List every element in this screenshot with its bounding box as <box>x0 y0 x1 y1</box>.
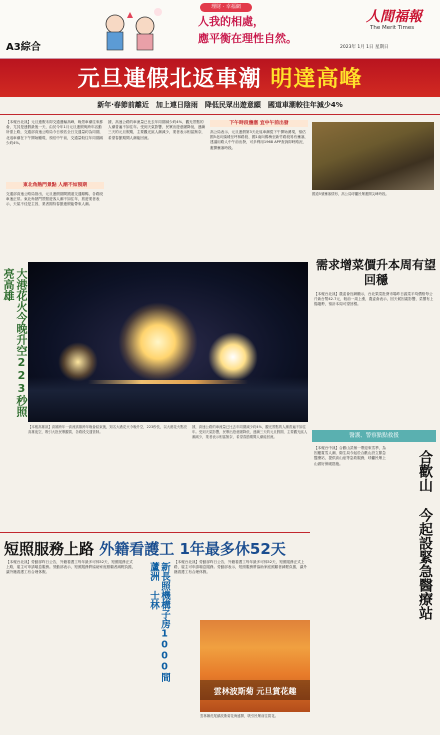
fireworks-caption: 【本報高雄訊】高雄跨年一高流高雄跨年晚會結束後，知名大港花火今晚升空，223秒長，以大港花火點亮高雄夜空，吸引大批民眾觀賞，各路段交通管制。 <box>28 425 188 434</box>
city-lights <box>88 380 248 384</box>
firework-burst <box>58 342 98 382</box>
ad-slogan-line1: 人我的相處， <box>198 15 264 28</box>
caregiver-body: 【本報台北訊】勞動部昨日公告，外籍看護工每年最多可休52天，短照服務正式上路，雇主可申請喘息服務。勞動部表示，短照服務將協助家庭照顧者減輕負擔，讓外籍看護工有合理休假。 <box>6 560 136 575</box>
hehuan-vertical-headline: 合歡山 今起設緊急醫療站 <box>417 450 433 620</box>
col2-body: 據，高速公路的車流量已比去年同期減少約4%，觀光景點的人潮普遍不如往年。受到天氣影響，民眾出遊意願降低，連續三天的元旦假期，主要觀光區人潮減少，業者表示相當無奈，希望春節期間人潮能回流。 <box>108 120 206 140</box>
caregiver-headline <box>4 538 304 559</box>
divider <box>0 532 310 533</box>
main-headline <box>0 62 440 93</box>
col3-subtitle: 下午時段壅塞 宜中午前出發 <box>210 120 308 127</box>
vegetable-price-headline: 需求增菜價升本周有望回穩 <box>316 258 437 287</box>
fireworks-vertical-headline: 大港花火今晚升空223秒照亮高雄 <box>2 268 28 417</box>
col1-body2: 交通部高速公路局指出，元旦連假期間國道交通順暢，各路段車速正常。東北角熱門景點遊客人潮不如往年，旅遊業者表示，天氣不佳是主因，業者期待春節連假能帶來人潮。 <box>6 192 104 207</box>
newspaper-logo: 人間福報 <box>366 9 422 25</box>
ad-slogan-line2: 應平衡在理性自然。 <box>198 32 297 45</box>
flower-headline: 雲林波斯菊 元旦賞花趣 <box>213 687 297 696</box>
hehuan-body: 【本報台中訊】合歡山武嶺一帶迎來雪季，為因應賞雪人潮，衛生局今起於合歡山設立緊急醫療站，提供高山症等急救服務，呼籲民眾上山做好保暖措施。 <box>314 446 386 466</box>
medical-section-bar: 醫護、警察點點救援 <box>312 430 436 442</box>
vegetable-price-body: 【本報台北訊】農委會官網顯示，台北果菜批發市場昨日蔬菜平均價格每公斤新台幣42.7元，較前一周上漲，農委會表示，因天候因素影響，菜價有上揚趨勢，預計本周可望回穩。 <box>314 292 434 307</box>
longterm-care-body: 【本報台北訊】勞動部昨日公告，外籍看護工每年最多可休52天，短照服務正式上路，雇主可申請喘息服務。勞動部表示，短照服務將協助家庭照顧者減輕負擔，讓外籍看護工有合理休假。 <box>174 560 307 575</box>
newspaper-logo-english: The Merit Times <box>370 25 415 31</box>
fireworks-photo <box>28 262 308 422</box>
headline-main: 元旦連假北返車潮 <box>77 67 262 92</box>
ad-tag: 理財 · 幸福網 <box>200 3 252 12</box>
col1-body: 【本報台北訊】元旦連假末即交通運輸高峰，晚景車潮往來都會，尤其是連假最後一天，由於今年1月元旦連假與跨年活動所需上路，交通部高速公路局今日預估全日交通量約為同期，北返車潮在下午開始顯現，預估中午前，交通量較往年同期減少約4%。 <box>6 120 104 145</box>
longterm-care-vertical-headline: 新長照機構子房1000間 蘆洲 士林 <box>148 562 170 682</box>
fireworks-caption-2: 據，高速公路的車流量已比去年同期減少約4%，觀光景點的人潮普遍不如往年。受到天氣影響，民眾出遊意願降低，連續三天的元旦假期，主要觀光區人潮減少，業者表示相當無奈，希望春節期間人潮能回流。 <box>192 425 308 439</box>
col3-body: 高公局表示，元旦連假第3天北返車潮從下午開始湧現，預估國5北向頭城至坪林路段、國1南向楊梅至新竹路段易有壅塞，建議用路人中午前出發，可多利用1968 APP查詢即時路況，避開壅塞時段。 <box>210 130 308 150</box>
sub-headline: 新年·春節前離近 加上連日陰雨 降低民眾出遊意願 國道車潮較往年減少4% <box>97 101 343 109</box>
headline-highlight: 明達高峰 <box>270 67 363 92</box>
col1-subtitle: 東北角熱門景點 人潮不如預期 <box>6 182 104 189</box>
caregiver-headline-a: 短照服務上路 <box>4 540 95 558</box>
dateline: 2023年 1月 1日 星期日 <box>340 45 389 50</box>
mascot-illustration <box>90 4 170 54</box>
firework-burst <box>208 332 258 382</box>
section-label: A3綜合 <box>6 42 41 53</box>
highway-photo <box>312 122 434 190</box>
divider <box>0 114 440 115</box>
firework-burst <box>118 302 198 382</box>
highway-photo-caption: 國道5號壅塞情形，高公局呼籲民眾避開尖峰時段。 <box>312 192 389 196</box>
caregiver-headline-b: 外籍看護工 1年最多休52天 <box>99 540 286 558</box>
flower-caption: 雲林縣虎尾鎮波斯菊花海盛開，吸引民眾前往賞花。 <box>200 714 278 718</box>
